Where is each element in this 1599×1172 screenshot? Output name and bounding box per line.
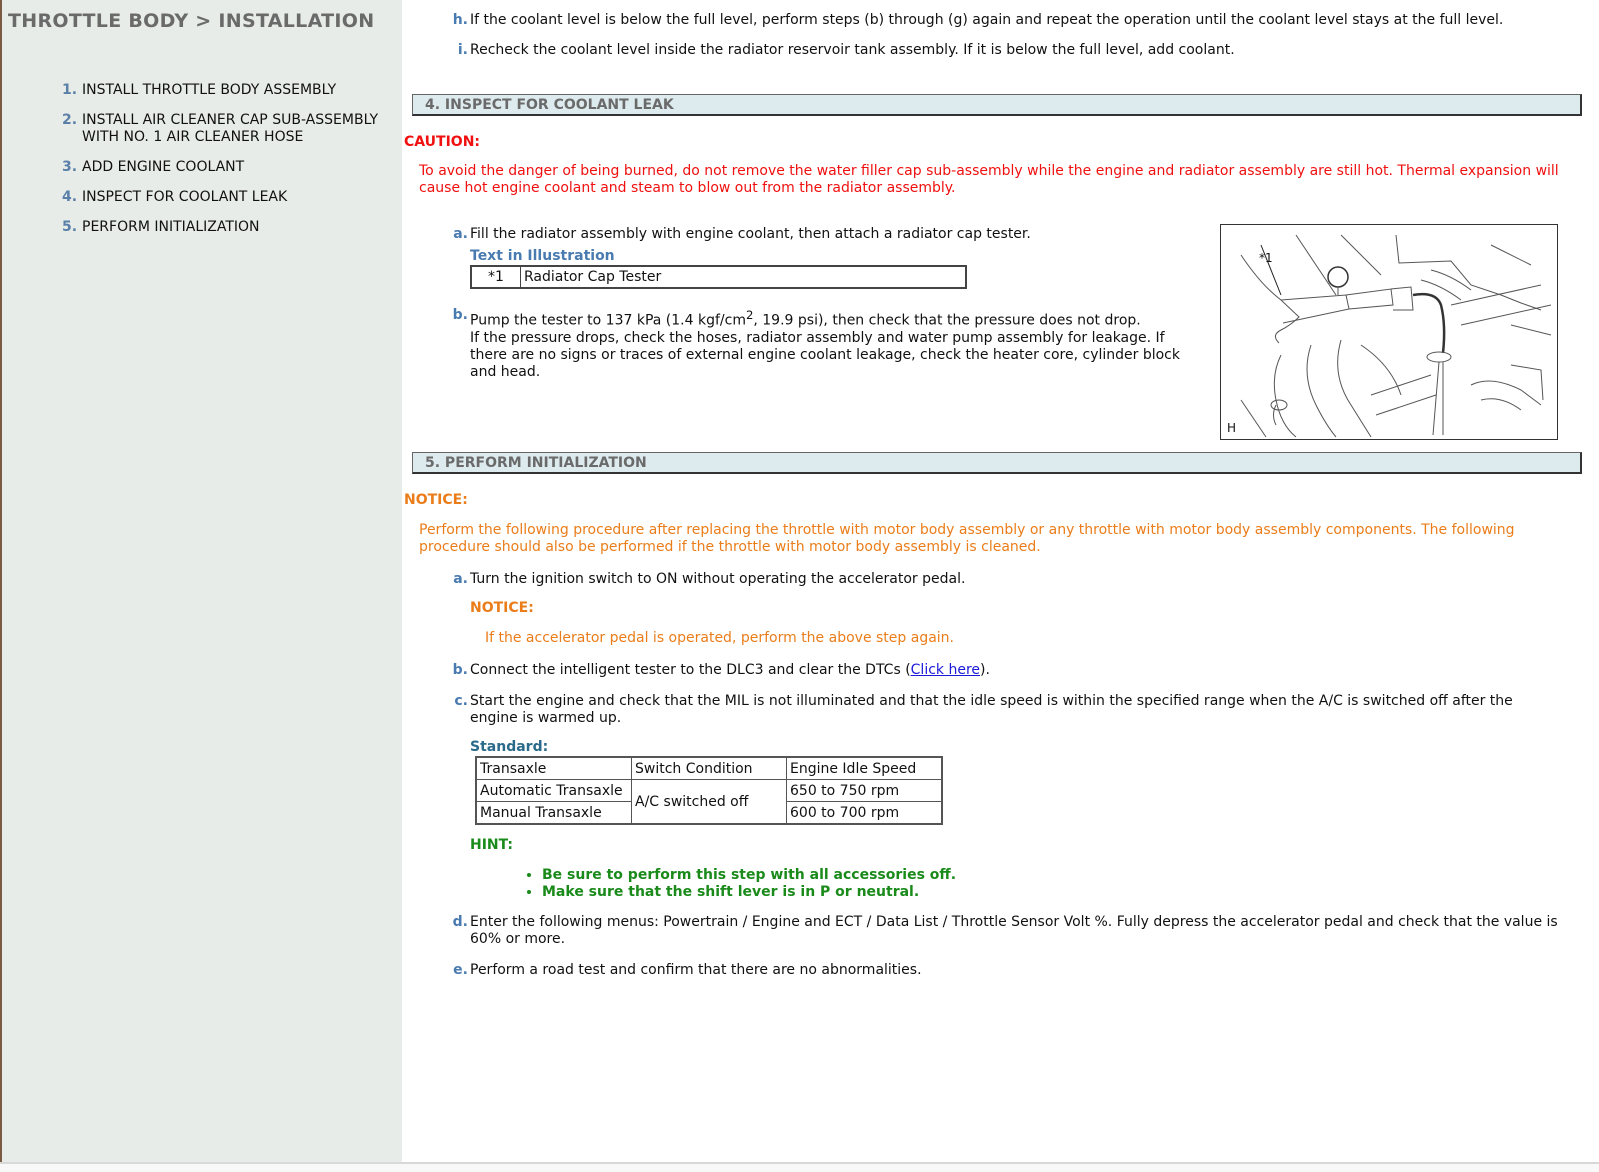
header-cell: Engine Idle Speed	[787, 757, 943, 780]
caution-text: To avoid the danger of being burned, do not remove the water filler cap sub-assembly while the engine and radiator assembly are still hot. Thermal expansion will cause hot engine coolant and steam to blow out from the radiator assembly.	[419, 163, 1559, 196]
step-letter: a.	[453, 571, 468, 587]
toc-number: 4.	[62, 189, 78, 205]
condition-cell: A/C switched off	[632, 780, 787, 825]
step-a-ignition	[450, 571, 1590, 588]
step-text	[470, 662, 990, 679]
step-letter: a.	[453, 226, 468, 242]
step-text-part: , 19.9 psi), then check that the pressure does not drop.	[753, 312, 1141, 329]
step-letter: h.	[452, 12, 468, 28]
radiator-cap-tester-illustration	[1220, 224, 1558, 440]
step-text: Fill the radiator assembly with engine coolant, then attach a radiator cap tester.	[470, 226, 1031, 242]
step-text-detail: If the pressure drops, check the hoses, radiator assembly and water pump assembly for leakage. If there are no signs or traces of external engine coolant leakage, check the heater core, cylinder block and head.	[470, 329, 1180, 380]
hint-item: • Make sure that the shift lever is in P or neutral.	[542, 884, 956, 901]
step-text: Recheck the coolant level inside the radiator reservoir tank assembly. If it is below the full level, add coolant.	[470, 42, 1235, 58]
toc-item-add-engine-coolant[interactable]	[62, 159, 402, 176]
step-d-enter-menus	[450, 914, 1560, 948]
main-content	[402, 0, 1599, 1162]
callout-key: *1	[471, 266, 521, 288]
step-notice-label: NOTICE:	[470, 600, 534, 616]
step-text: If the coolant level is below the full level, perform steps (b) through (g) again and repeat the operation until the coolant level stays at the full level.	[470, 12, 1504, 28]
step-c-start-engine	[450, 693, 1560, 727]
step-notice-text: If the accelerator pedal is operated, perform the above step again.	[485, 630, 954, 646]
illustration-table	[470, 265, 967, 289]
step-i	[450, 42, 1590, 59]
step-text: Enter the following menus: Powertrain / Engine and ECT / Data List / Throttle Sensor Volt %. Fully depress the accelerator pedal and check that the value is 60% or more.	[470, 914, 1558, 947]
notice-label: NOTICE:	[404, 492, 468, 508]
step-letter: b.	[452, 307, 468, 323]
table-row	[476, 780, 942, 802]
superscript: 2	[745, 308, 754, 322]
toc-label: PERFORM INITIALIZATION	[82, 219, 260, 235]
toc-label: INSPECT FOR COOLANT LEAK	[82, 189, 288, 205]
section-header-perform-initialization: 5. PERFORM INITIALIZATION	[412, 452, 1582, 474]
step-text-part: Pump the tester to 137 kPa (1.4 kgf/cm	[470, 312, 746, 329]
section-header-inspect-coolant-leak: 4. INSPECT FOR COOLANT LEAK	[412, 94, 1582, 116]
step-letter: b.	[452, 662, 468, 678]
illustration-title: Text in Illustration	[470, 248, 615, 264]
step-h	[450, 12, 1590, 29]
sidebar	[0, 0, 402, 1162]
header-cell: Transaxle	[476, 757, 632, 780]
standard-table-wrap	[475, 756, 943, 825]
step-b-connect-tester	[450, 662, 1590, 679]
table-of-contents	[62, 82, 402, 249]
bottom-scrollbar[interactable]	[0, 1162, 1599, 1172]
step-text: Turn the ignition switch to ON without operating the accelerator pedal.	[470, 571, 966, 587]
toc-label: INSTALL THROTTLE BODY ASSEMBLY	[82, 82, 337, 98]
toc-item-install-throttle-body[interactable]	[62, 82, 402, 99]
table-header-row	[476, 757, 942, 780]
step-b-pump-tester	[450, 307, 1200, 381]
caution-label: CAUTION:	[404, 134, 481, 150]
toc-number: 3.	[62, 159, 78, 175]
toc-label: INSTALL AIR CLEANER CAP SUB-ASSEMBLY WITH NO. 1 AIR CLEANER HOSE	[82, 112, 379, 145]
header-cell: Switch Condition	[632, 757, 787, 780]
table-row	[471, 266, 966, 288]
hint-list	[524, 867, 956, 901]
transaxle-cell: Manual Transaxle	[476, 802, 632, 825]
click-here-link[interactable]: Click here	[910, 662, 981, 678]
step-letter: c.	[454, 693, 468, 709]
toc-item-inspect-coolant-leak[interactable]	[62, 189, 402, 206]
step-text	[470, 307, 1200, 381]
standard-label: Standard:	[470, 739, 549, 755]
transaxle-cell: Automatic Transaxle	[476, 780, 632, 802]
step-a-fill-radiator	[450, 226, 1210, 243]
illustration-callout: *1	[1259, 251, 1273, 265]
toc-number: 5.	[62, 219, 78, 235]
toc-label: ADD ENGINE COOLANT	[82, 159, 245, 175]
illustration-table-wrap	[470, 265, 967, 289]
step-text: Perform a road test and confirm that there are no abnormalities.	[470, 962, 922, 978]
step-text-part: ).	[980, 662, 990, 678]
standard-table	[475, 756, 943, 825]
idle-speed-cell: 600 to 700 rpm	[787, 802, 943, 825]
step-text-part: Connect the intelligent tester to the DLC3 and clear the DTCs (	[470, 662, 911, 678]
step-text: Start the engine and check that the MIL is not illuminated and that the idle speed is within the specified range when the A/C is switched off after the engine is warmed up.	[470, 693, 1513, 726]
step-e-road-test	[450, 962, 1560, 979]
breadcrumb: THROTTLE BODY > INSTALLATION	[8, 10, 375, 32]
callout-value: Radiator Cap Tester	[521, 266, 967, 288]
toc-number: 1.	[62, 82, 78, 98]
idle-speed-cell: 650 to 750 rpm	[787, 780, 943, 802]
hint-label: HINT:	[470, 837, 514, 853]
toc-item-install-air-cleaner-cap[interactable]	[62, 112, 402, 146]
toc-item-perform-initialization[interactable]	[62, 219, 402, 236]
hint-item: • Be sure to perform this step with all accessories off.	[542, 867, 956, 884]
step-letter: d.	[452, 914, 468, 930]
illustration-code: H	[1227, 421, 1237, 435]
notice-text: Perform the following procedure after replacing the throttle with motor body assembly or any throttle with motor body assembly components. The following procedure should also be performed if the throttle with motor body assembly is cleaned.	[419, 522, 1515, 555]
step-letter: e.	[453, 962, 468, 978]
toc-number: 2.	[62, 112, 78, 128]
step-letter: i.	[457, 42, 468, 58]
